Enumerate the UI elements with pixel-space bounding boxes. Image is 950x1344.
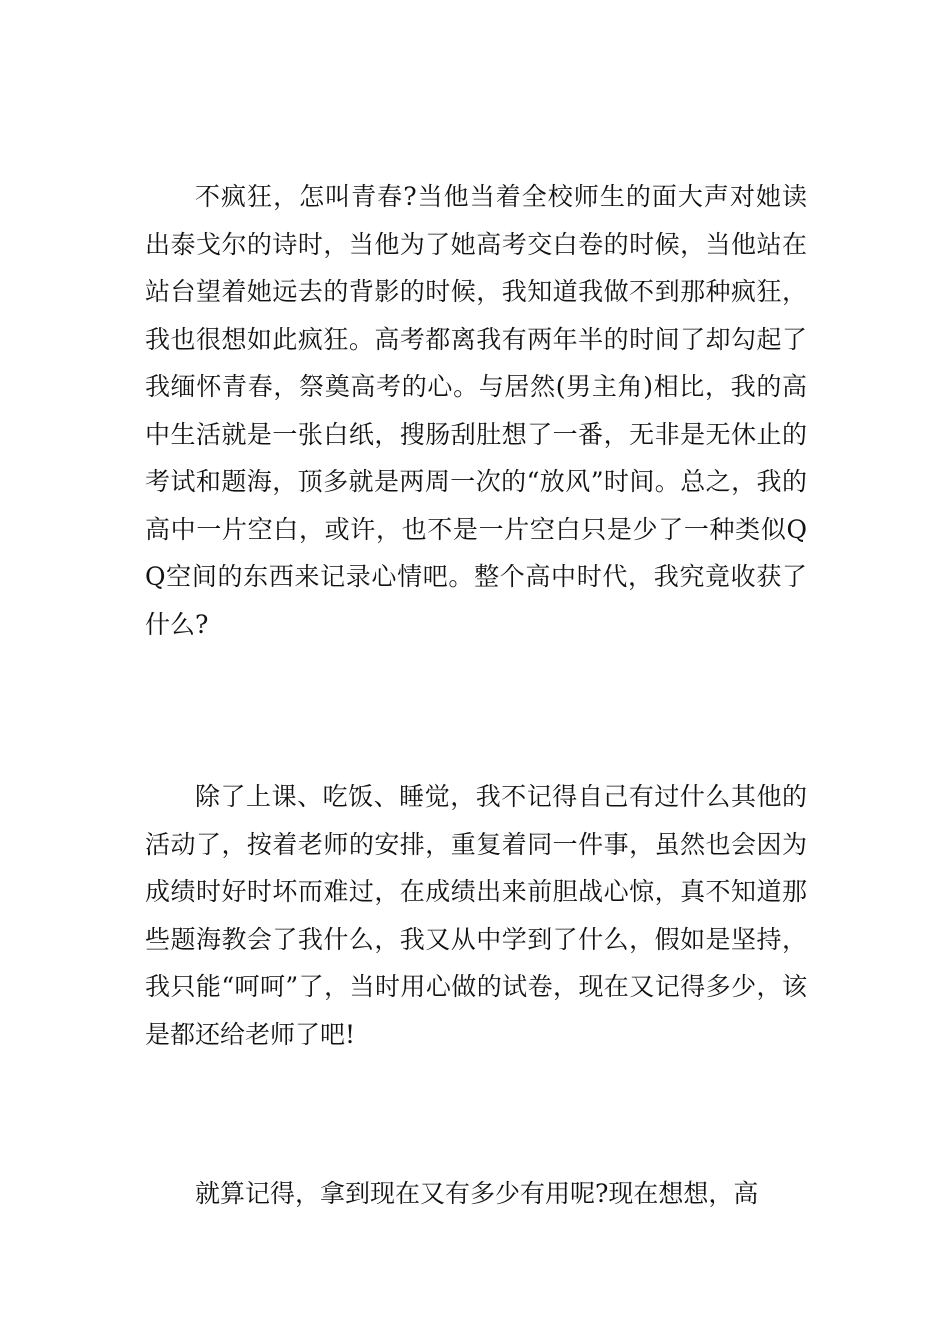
paragraph-3: 就算记得，拿到现在又有多少有用呢?现在想想，高 bbox=[195, 1179, 759, 1208]
paragraph-2: 除了上课、吃饭、睡觉，我不记得自己有过什么其他的活动了，按着老师的安排，重复着同一件事，虽然也会因为成绩时好时坏而难过，在成绩出来前胆战心惊，真不知道那些题海教会了我什么，我又从中学到了什么，假如是坚持，我只能“呵呵”了，当时用心做的试卷，现在又记得多少，该是都还给老师了吧! bbox=[145, 782, 807, 1049]
paragraph-1: 不疯狂，怎叫青春?当他当着全校师生的面大声对她读出泰戈尔的诗时，当他为了她高考交白卷的时候，当他站在站台望着她远去的背影的时候，我知道我做不到那种疯狂，我也很想如此疯狂。高考都离我有两年半的时间了却勾起了我缅怀青春，祭奠高考的心。与居然(男主角)相比，我的高中生活就是一张白纸，搜肠刮肚想了一番，无非是无休止的考试和题海，顶多就是两周一次的“放风”时间。总之，我的高中一片空白，或许，也不是一片空白只是少了一种类似QQ空间的东西来记录心情吧。整个高中时代，我究竟收获了什么? bbox=[145, 182, 807, 639]
